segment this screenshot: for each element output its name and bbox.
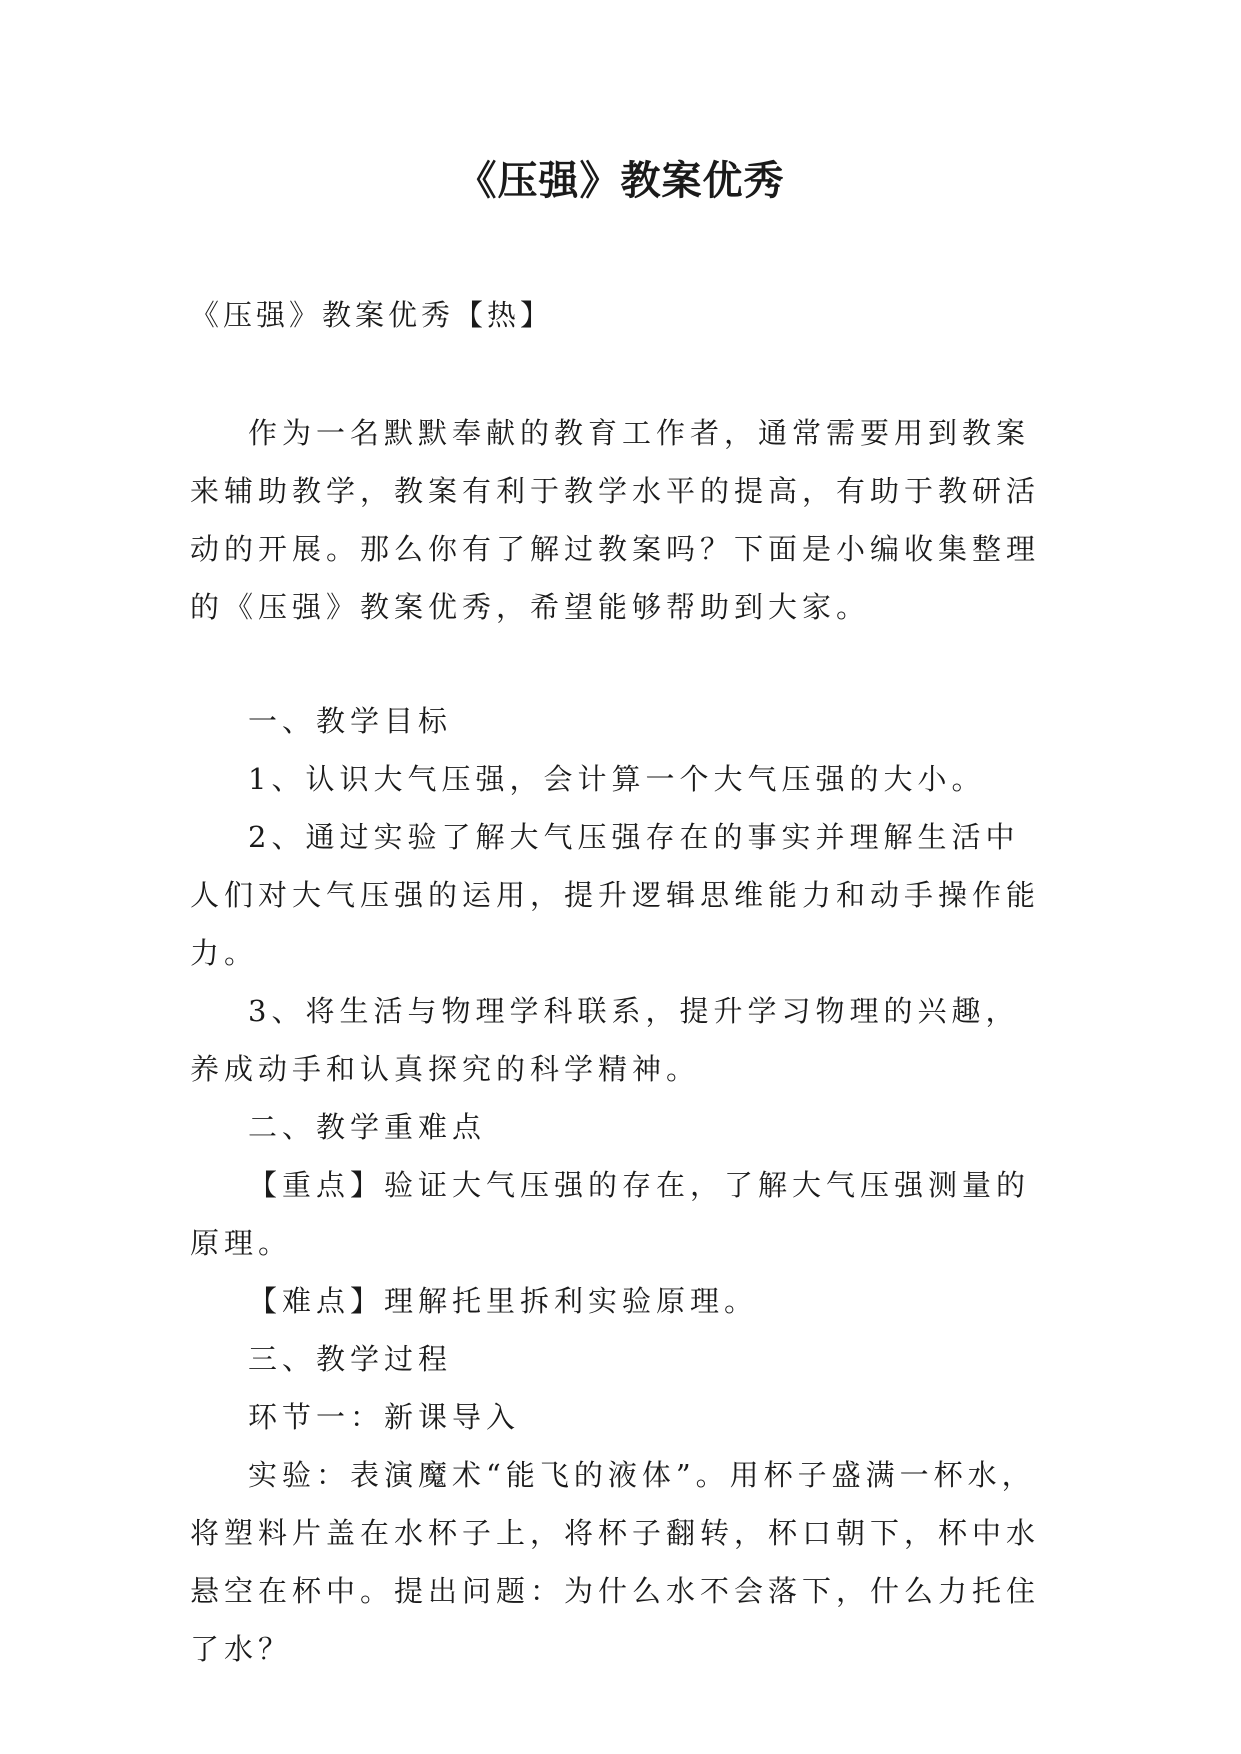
experiment-paragraph: 实验：表演魔术“能飞的液体”。用杯子盛满一杯水，将塑料片盖在水杯子上，将杯子翻转，杯口朝下，杯中水悬空在杯中。提出问题：为什么水不会落下，什么力托住了水？ xyxy=(190,1458,1041,1666)
document-subtitle: 《压强》教案优秀【热】 xyxy=(190,298,554,332)
section-heading-process: 三、教学过程 xyxy=(248,1342,453,1376)
step-heading-introduction: 环节一：新课导入 xyxy=(248,1400,521,1434)
content-section xyxy=(190,692,1050,1678)
objective-1: 1、认识大气压强，会计算一个大气压强的大小。 xyxy=(248,762,986,796)
section-heading-key-points: 二、教学重难点 xyxy=(248,1110,487,1144)
intro-section xyxy=(190,404,1050,636)
intro-paragraph: 作为一名默默奉献的教育工作者，通常需要用到教案来辅助教学，教案有利于教学水平的提高，有助于教研活动的开展。那么你有了解过教案吗？下面是小编收集整理的《压强》教案优秀，希望能够帮助到大家。 xyxy=(190,416,1041,624)
key-point: 【重点】验证大气压强的存在，了解大气压强测量的原理。 xyxy=(190,1168,1031,1260)
objective-2: 2、通过实验了解大气压强存在的事实并理解生活中人们对大气压强的运用，提升逻辑思维能力和动手操作能力。 xyxy=(190,820,1041,970)
document-title: 《压强》教案优秀 xyxy=(456,158,785,204)
difficult-point: 【难点】理解托里拆利实验原理。 xyxy=(248,1284,759,1318)
objective-3: 3、将生活与物理学科联系，提升学习物理的兴趣，养成动手和认真探究的科学精神。 xyxy=(190,994,1020,1086)
section-heading-objectives: 一、教学目标 xyxy=(248,704,453,738)
